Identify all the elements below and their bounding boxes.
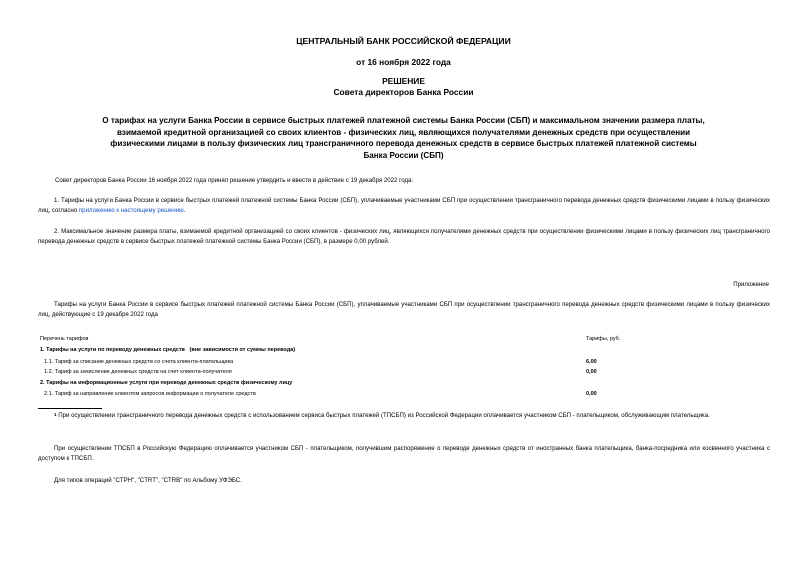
table-row-1-2-name: 1.2. Тариф за зачисление денежных средств на счет клиента-получателя: [44, 369, 232, 375]
table-row-1-1-name: 1.1. Тариф за списание денежных средств со счета клиента-плательщика: [44, 359, 234, 365]
table-section-2: 2. Тарифы на информационные услуги при переводе денежных средств физическому лицу: [40, 380, 293, 386]
decision-date: от 16 ноября 2022 года: [356, 57, 451, 67]
footnote-mark: 1: [54, 412, 57, 417]
item-1-paragraph: [38, 196, 770, 215]
section-1-note: (вне зависимости от суммы перевода): [189, 347, 296, 353]
item-1-end: .: [183, 206, 186, 214]
table-row-1-2-value: 0,00: [586, 369, 597, 375]
table-row-1-1-value: 6,00: [586, 359, 597, 365]
footnote-3: Для типов операций "CTPH", "CTRT", "CTRB" по Альбому УФЭБС.: [54, 477, 242, 484]
bank-name: ЦЕНТРАЛЬНЫЙ БАНК РОССИЙСКОЙ ФЕДЕРАЦИИ: [296, 36, 511, 46]
table-row-2-1-value: 0,00: [586, 391, 597, 397]
intro-paragraph: Совет директоров Банка России 16 ноября 2022 года принял решение утвердить и ввести в действие с 19 декабря 2022 года:: [55, 177, 414, 184]
document-type: РЕШЕНИЕ: [382, 76, 425, 86]
footnote-1-text: При осуществлении трансграничного перевода денежных средств с использованием сервиса быстрых платежей (ТПСБП) из Российской Федерации оплачивается участником СБП - плательщиком, обслуживающим плательщика.: [58, 412, 710, 419]
column-header-value: Тарифы, руб.: [586, 336, 621, 342]
appendix-link[interactable]: приложению к настоящему решению: [78, 206, 184, 214]
document-title: О тарифах на услуги Банка России в сервисе быстрых платежей платежной системы Банка России (СБП) и максимальном значении размера платы, взимаемой кредитной организацией со своих клиентов - физических лиц, являющихся получателями денежных средств при осуществлении физическими лицами в пользу физических лиц трансграничного перевода денежных средств в сервисе быстрых платежей платежной системы Банка России (СБП): [102, 116, 705, 160]
table-section-1: [40, 347, 295, 353]
appendix-heading: Тарифы на услуги Банка России в сервисе быстрых платежей платежной системы Банка России (СБП), уплачиваемые участниками СБП при осуществлении трансграничного перевода денежных средств физическими лицами в пользу физических лиц, действующие с 19 декабря 2022 года: [38, 301, 770, 318]
footnote-2: При осуществлении ТПСБП в Российскую Федерацию оплачивается участником СБП - плательщиком, получившим распоряжение о переводе денежных средств от иностранных банка плательщика, банка-посредника или косвенного участника с доступом к ТПСБП.: [38, 445, 770, 462]
item-2-paragraph: 2. Максимальное значение размера платы, взимаемой кредитной организацией со своих клиентов - физических лиц, являющихся получателями денежных средств при осуществлении физическими лицами в пользу физических лиц трансграничного перевода денежных средств в сервисе быстрых платежей платежной системы Банка России (СБП), в размере 0,00 рублей.: [38, 228, 770, 245]
table-row-2-1-name: 2.1. Тариф за направление клиентом запросов информации о получателе средств: [44, 391, 256, 397]
appendix-label: Приложение: [733, 281, 769, 288]
footnote-separator: [38, 408, 102, 409]
item-1-text: 1. Тарифы на услуги Банка России в сервисе быстрых платежей платежной системы Банка России (СБП), уплачиваемые участниками СБП при осуществлении трансграничного перевода денежных средств физическими лицами в пользу физических лиц, согласно: [38, 197, 770, 214]
footnote-1: [38, 410, 770, 421]
section-1-label: 1. Тарифы на услуги по переводу денежных средств: [40, 347, 185, 353]
column-header-tariffs: Перечень тарифов: [40, 336, 89, 342]
issuer: Совета директоров Банка России: [333, 87, 474, 97]
